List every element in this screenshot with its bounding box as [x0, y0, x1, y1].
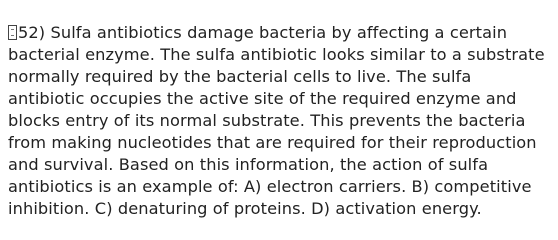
question-text-block: [8, 22, 553, 220]
question-text: 52) Sulfa antibiotics damage bacteria by affecting a certain bacterial enzyme. The sulfa antibiotic looks similar to a substrate normally required by the bacterial cells to live. The sulfa antibiotic occupies the active site of the required enzyme and blocks entry of its normal substrate. This prevents the bacteria from making nucleotides that are required for their reproduction and survival. Based on this information, the action of sulfa antibiotics is an example of: A) electron carriers. B) competitive inhibition. C) denaturing of proteins. D) activation energy.: [8, 23, 545, 218]
missing-glyph-icon: [8, 25, 17, 40]
